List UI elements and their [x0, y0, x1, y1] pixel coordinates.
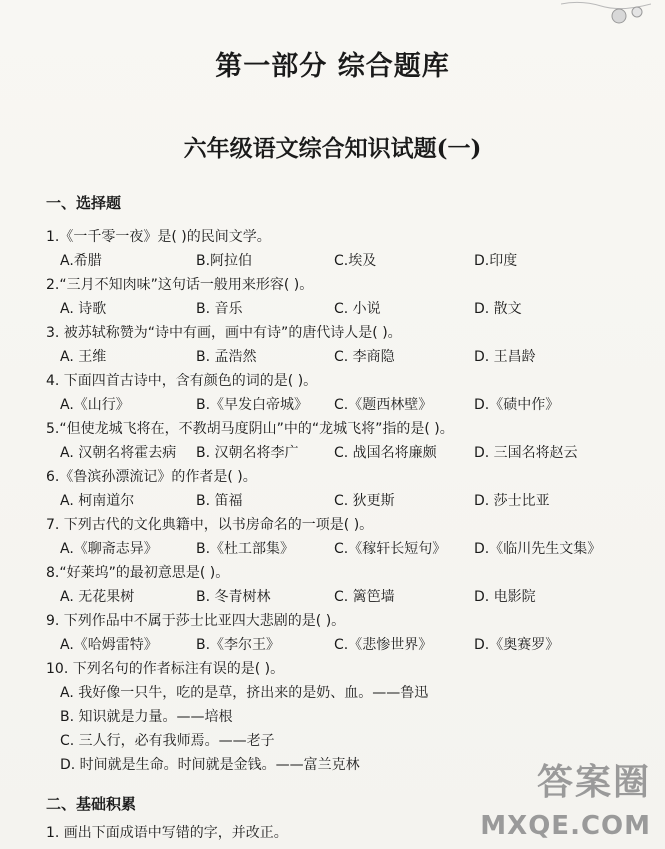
option-10c: C. 三人行，必有我师焉。——老子 [60, 733, 275, 749]
question-1: 1.《一千零一夜》是( )的民间文学。 [46, 229, 271, 245]
option-8b: B. 冬青树林 [196, 589, 271, 605]
question-4: 4. 下面四首古诗中，含有颜色的词的是( )。 [46, 373, 318, 389]
option-5a: A. 汉朝名将霍去病 [60, 445, 177, 461]
part-title: 第一部分 综合题库 [215, 51, 450, 82]
option-8a: A. 无花果树 [60, 589, 135, 605]
option-1a: A.希腊 [60, 253, 102, 269]
watermark-logo: 答案圈 [536, 762, 651, 803]
option-7a: A.《聊斋志异》 [60, 541, 158, 557]
question-9: 9. 下列作品中不属于莎士比亚四大悲剧的是( )。 [46, 613, 346, 629]
question-7: 7. 下列古代的文化典籍中，以书房命名的一项是( )。 [46, 517, 374, 533]
option-3d: D. 王昌龄 [474, 349, 536, 365]
option-5b: B. 汉朝名将李广 [196, 445, 299, 461]
basics-question-1: 1. 画出下面成语中写错的字，并改正。 [46, 825, 288, 841]
option-4c: C.《题西林壁》 [334, 397, 433, 413]
option-4b: B.《早发白帝城》 [196, 397, 309, 413]
question-6: 6.《鲁滨孙漂流记》的作者是( )。 [46, 469, 257, 485]
document-title: 六年级语文综合知识试题(一) [183, 135, 482, 162]
question-3: 3. 被苏轼称赞为“诗中有画，画中有诗”的唐代诗人是( )。 [46, 325, 402, 341]
option-2b: B. 音乐 [196, 301, 243, 317]
section-heading-basics: 二、基础积累 [46, 795, 137, 813]
option-10b: B. 知识就是力量。——培根 [60, 709, 233, 725]
question-2: 2.“三月不知肉味”这句话一般用来形容( )。 [46, 277, 314, 293]
option-9a: A.《哈姆雷特》 [60, 637, 158, 653]
option-3a: A. 王维 [60, 349, 107, 365]
option-6d: D. 莎士比亚 [474, 493, 550, 509]
option-9d: D.《奥赛罗》 [474, 637, 560, 653]
option-2a: A. 诗歌 [60, 301, 107, 317]
option-6c: C. 狄更斯 [334, 493, 395, 509]
option-1c: C.埃及 [334, 253, 377, 269]
option-5c: C. 战国名将廉颇 [334, 445, 437, 461]
option-3b: B. 孟浩然 [196, 349, 257, 365]
option-6b: B. 笛福 [196, 493, 243, 509]
question-5: 5.“但使龙城飞将在，不教胡马度阴山”中的“龙城飞将”指的是( )。 [46, 421, 454, 437]
option-10d: D. 时间就是生命。时间就是金钱。——富兰克林 [60, 757, 360, 773]
option-4a: A.《山行》 [60, 397, 130, 413]
question-8: 8.“好莱坞”的最初意思是( )。 [46, 565, 230, 581]
corner-decoration-icon [561, 0, 651, 26]
option-4d: D.《碛中作》 [474, 397, 560, 413]
option-7b: B.《杜工部集》 [196, 541, 295, 557]
option-5d: D. 三国名将赵云 [474, 445, 578, 461]
option-1d: D.印度 [474, 253, 518, 269]
section-heading-choice: 一、选择题 [46, 194, 122, 212]
option-8c: C. 篱笆墙 [334, 589, 395, 605]
option-3c: C. 李商隐 [334, 349, 395, 365]
option-10a: A. 我好像一只牛，吃的是草，挤出来的是奶、血。——鲁迅 [60, 685, 429, 701]
option-8d: D. 电影院 [474, 589, 536, 605]
option-2d: D. 散文 [474, 301, 522, 317]
option-1b: B.阿拉伯 [196, 253, 253, 269]
option-6a: A. 柯南道尔 [60, 493, 135, 509]
option-7c: C.《稼轩长短句》 [334, 541, 447, 557]
question-10: 10. 下列名句的作者标注有误的是( )。 [46, 661, 285, 677]
option-9b: B.《李尔王》 [196, 637, 281, 653]
option-7d: D.《临川先生文集》 [474, 541, 602, 557]
option-2c: C. 小说 [334, 301, 381, 317]
option-9c: C.《悲惨世界》 [334, 637, 433, 653]
watermark-url: MXQE.COM [480, 811, 651, 841]
